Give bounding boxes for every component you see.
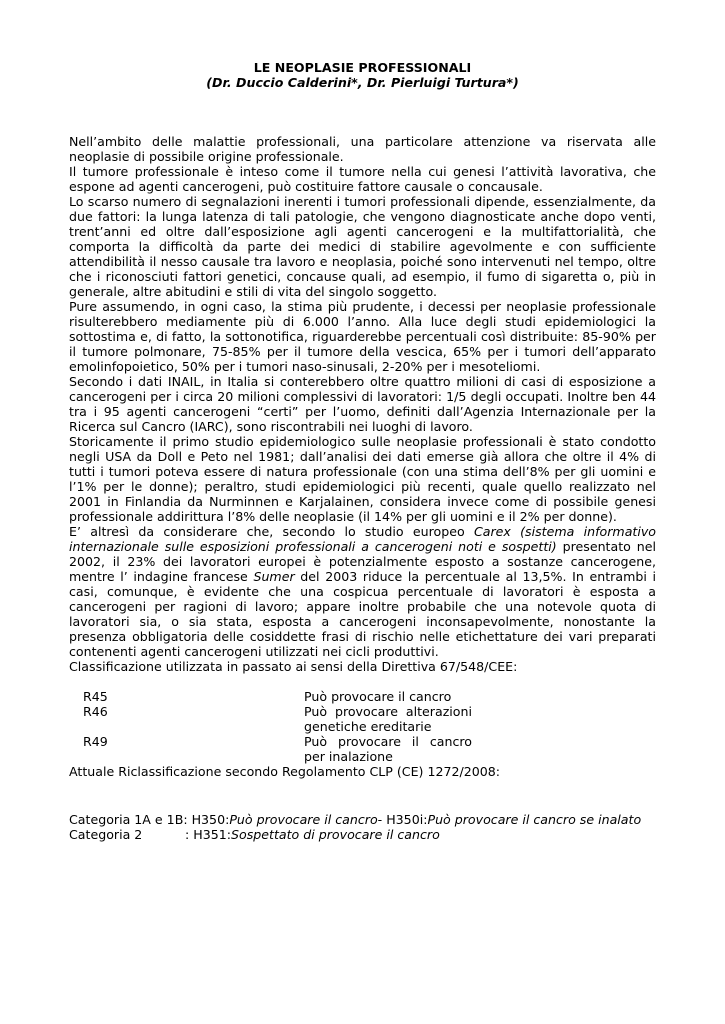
category-row (69, 827, 656, 842)
risk-phrase-description: Può provocare alterazioni genetiche ereditarie (304, 704, 472, 734)
risk-phrase-row (69, 734, 656, 764)
paragraph: Pure assumendo, in ogni caso, la stima più prudente, i decessi per neoplasie professionale risulterebbero mediamente più di 6.000 l’anno. Alla luce degli studi epidemiologici la sottostima e, di fatto, la sottonotifica, riguarderebbe percentuali così distribuite: 85-90% per il tumore polmonare, 75-85% per il tumore della vescica, 65% per i tumori dell’apparato emolinfopoietico, 50% per i tumori naso-sinusali, 2-20% per i mesoteliomi. (69, 299, 656, 374)
document-title: LE NEOPLASIE PROFESSIONALI (253, 60, 472, 75)
risk-phrase-description: Può provocare il cancro (304, 689, 452, 704)
hazard-code: - H350i: (377, 812, 428, 827)
category-list (69, 812, 656, 842)
paragraph: Nell’ambito delle malattie professionali, una particolare attenzione va riservata alle neoplasie di possibile origine professionale. (69, 134, 656, 164)
paragraph-text: del 2003 riduce la percentuale al 13,5%. In entrambi i casi, comunque, è evidente che una cospicua percentuale di lavoratori è esposta a cancerogeni per ragioni di lavoro; appare inoltre probabile che una notevole quota di lavoratori sia, o sia stata, esposta a cancerogeni inconsapevolmente, nonostante la presenza obbligatoria delle cosiddette frasi di rischio nelle etichettature dei vari preparati contenenti agenti cancerogeni utilizzati nei cicli produttivi. (69, 569, 657, 659)
paragraph-italic-text: Sumer (253, 569, 295, 584)
risk-phrase-row (69, 704, 656, 734)
risk-phrase-row (69, 689, 656, 704)
risk-phrase-description: Può provocare il cancro per inalazione (304, 734, 472, 764)
classification-heading: Classificazione utilizzata in passato ai sensi della Direttiva 67/548/CEE: (69, 659, 518, 674)
paragraph: Secondo i dati INAIL, in Italia si conterebbero oltre quattro milioni di casi di esposizione a cancerogeni per i circa 20 milioni complessivi di lavoratori: 1/5 degli occupati. Inoltre ben 44 tra i 95 agenti cancerogeni “certi” per l’uomo, definiti dall’Agenzia Internazionale per la Ricerca sul Cancro (IARC), sono riscontrabili nei luoghi di lavoro. (69, 374, 656, 434)
risk-phrase-list (69, 689, 656, 764)
paragraph-text: E’ altresì da considerare che, secondo lo studio europeo (69, 524, 474, 539)
document-page (69, 60, 656, 842)
risk-phrase-code: R45 (83, 689, 108, 704)
category-row (69, 812, 656, 827)
reclassification-heading: Attuale Riclassificazione secondo Regolamento CLP (CE) 1272/2008: (69, 764, 501, 779)
category-name: Categoria 2 (69, 827, 143, 842)
hazard-description: Può provocare il cancro (229, 812, 378, 827)
paragraph-text: presentato nel 2002, il 23% dei lavoratori europei è potenzialmente esposto a sostanze cancerogene, mentre l’ indagine francese (69, 539, 656, 584)
hazard-code: : H351: (185, 827, 231, 842)
document-authors: (Dr. Duccio Calderini*, Dr. Pierluigi Turtura*) (206, 75, 519, 90)
paragraph: Lo scarso numero di segnalazioni inerenti i tumori professionali dipende, essenzialmente, da due fattori: la lunga latenza di tali patologie, che vengono diagnosticate anche dopo venti, trent’anni ed oltre dall’esposizione agli agenti cancerogeni e la multifattorialità, che comporta la difficoltà da parte dei medici di stabilire agevolmente e con sufficiente attendibilità il nesso causale tra lavoro e neoplasia, poiché sono intervenuti nel tempo, oltre che i riconosciuti fattori genetici, concause quali, ad esempio, il fumo di sigaretta o, più in generale, altre abitudini e stili di vita del singolo soggetto. (69, 194, 656, 299)
hazard-description: Sospettato di provocare il cancro (231, 827, 440, 842)
paragraph: Storicamente il primo studio epidemiologico sulle neoplasie professionali è stato condotto negli USA da Doll e Peto nel 1981; dall’analisi dei dati emerse già allora che oltre il 4% di tutti i tumori poteva essere di natura professionale (con una stima dell’8% per gli uomini e l’1% per le donne); peraltro, studi epidemiologici più recenti, quale quello realizzato nel 2001 in Finlandia da Nurminnen e Karjalainen, considera invece come di possibile genesi professionale addirittura l’8% delle neoplasie (il 14% per gli uomini e il 2% per donne). (69, 434, 656, 524)
risk-phrase-code: R46 (83, 704, 108, 719)
hazard-description: Può provocare il cancro se inalato (427, 812, 642, 827)
category-name: Categoria 1A e 1B (69, 812, 184, 827)
hazard-code: : H350: (183, 812, 230, 827)
document-body (69, 134, 656, 842)
risk-phrase-code: R49 (83, 734, 108, 749)
paragraph: Il tumore professionale è inteso come il tumore nella cui genesi l’attività lavorativa, che espone ad agenti cancerogeni, può costituire fattore causale o concausale. (69, 164, 656, 194)
paragraph-italic-text: Carex (sistema informativo internazionale sulle esposizioni professionali a cancerogeni noti e sospetti) (69, 524, 657, 554)
paragraph (69, 524, 656, 659)
